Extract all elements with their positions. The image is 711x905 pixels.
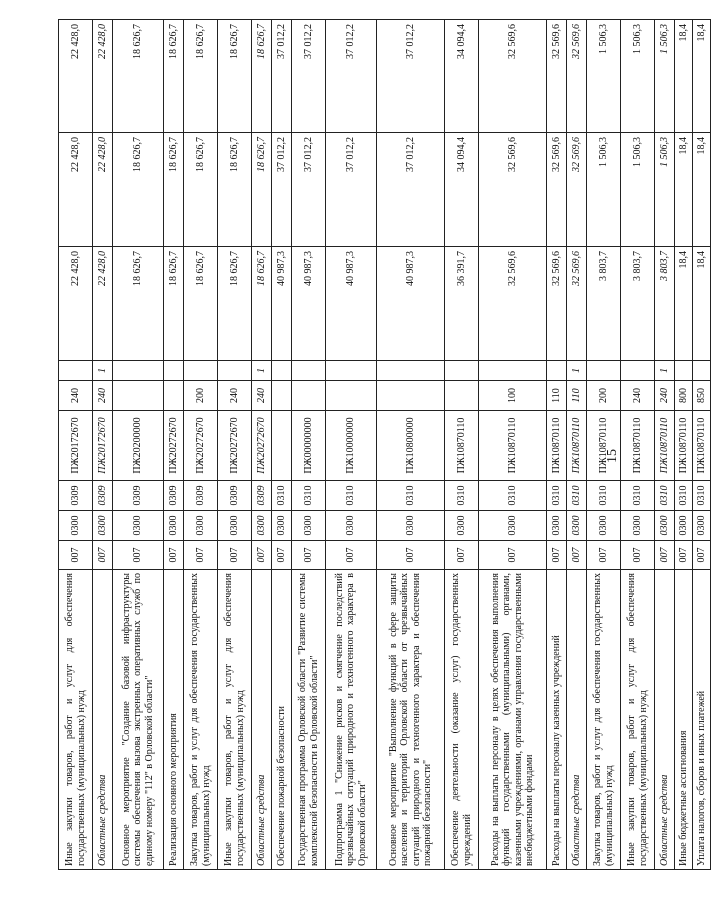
target-article-code: ПЖ20272670: [252, 411, 272, 481]
source-mark: [218, 361, 252, 381]
amount-year-2: 18 626,7: [184, 133, 218, 247]
table-row: [272, 20, 292, 870]
expense-type-code: 240: [621, 381, 655, 411]
row-name: Обеспечение пожарной безопасности: [272, 570, 292, 870]
section-code: 0300: [164, 511, 184, 541]
amount-year-2: 37 012,2: [377, 133, 445, 247]
grbs-code: 007: [93, 541, 113, 570]
amount-year-3: 18 626,7: [184, 20, 218, 133]
table-row: [218, 20, 252, 870]
amount-year-2: 1 506,3: [621, 133, 655, 247]
subsection-code: 0310: [479, 481, 547, 511]
row-name: Основное мероприятие "Выполнение функций в сфере защиты населения и территорий Орловской области от чрезвычайных ситуаций природного и техногенного характера и обеспечения пожарной безопасности": [377, 570, 445, 870]
source-mark: [693, 361, 711, 381]
subsection-code: 0309: [252, 481, 272, 511]
grbs-code: 007: [567, 541, 587, 570]
table-row: [567, 20, 587, 870]
table-row: [252, 20, 272, 870]
expense-type-code: 200: [184, 381, 218, 411]
grbs-code: 007: [184, 541, 218, 570]
row-name: Реализация основного мероприятия: [164, 570, 184, 870]
grbs-code: 007: [547, 541, 567, 570]
section-code: 0300: [59, 511, 93, 541]
grbs-code: 007: [59, 541, 93, 570]
subsection-code: 0310: [272, 481, 292, 511]
table-row: [326, 20, 377, 870]
table-row: [292, 20, 326, 870]
expense-type-code: [445, 381, 479, 411]
amount-year-1: 22 428,0: [93, 247, 113, 361]
subsection-code: 0310: [693, 481, 711, 511]
table-row: [655, 20, 675, 870]
table-row: [621, 20, 655, 870]
amount-year-1: 3 803,7: [587, 247, 621, 361]
expense-type-code: 240: [59, 381, 93, 411]
amount-year-3: 18 626,7: [113, 20, 164, 133]
amount-year-3: 37 012,2: [272, 20, 292, 133]
amount-year-2: 32 569,6: [479, 133, 547, 247]
source-mark: [326, 361, 377, 381]
table-row: [113, 20, 164, 870]
amount-year-1: 18 626,7: [164, 247, 184, 361]
table-row: [675, 20, 693, 870]
amount-year-2: 34 094,4: [445, 133, 479, 247]
section-code: 0300: [377, 511, 445, 541]
source-mark: 1: [655, 361, 675, 381]
section-code: 0300: [567, 511, 587, 541]
expense-type-code: 850: [693, 381, 711, 411]
source-mark: [547, 361, 567, 381]
amount-year-2: 22 428,0: [59, 133, 93, 247]
expense-type-code: 240: [218, 381, 252, 411]
subsection-code: 0310: [377, 481, 445, 511]
source-mark: 1: [252, 361, 272, 381]
table-row: [587, 20, 621, 870]
target-article-code: ПЖ10870110: [587, 411, 621, 481]
subsection-code: 0310: [655, 481, 675, 511]
section-code: 0300: [292, 511, 326, 541]
table-row: [184, 20, 218, 870]
amount-year-2: 18 626,7: [218, 133, 252, 247]
amount-year-1: 3 803,7: [655, 247, 675, 361]
amount-year-2: 18 626,7: [252, 133, 272, 247]
source-mark: 1: [93, 361, 113, 381]
target-article-code: ПЖ10870110: [693, 411, 711, 481]
section-code: 0300: [675, 511, 693, 541]
source-mark: [272, 361, 292, 381]
expense-type-code: [164, 381, 184, 411]
amount-year-3: 1 506,3: [655, 20, 675, 133]
source-mark: [621, 361, 655, 381]
amount-year-3: 18 626,7: [164, 20, 184, 133]
amount-year-2: 18,4: [675, 133, 693, 247]
amount-year-2: 22 428,0: [93, 133, 113, 247]
grbs-code: 007: [377, 541, 445, 570]
target-article-code: ПЖ20272670: [184, 411, 218, 481]
grbs-code: 007: [675, 541, 693, 570]
section-code: 0300: [184, 511, 218, 541]
section-code: 0300: [547, 511, 567, 541]
table-row: [164, 20, 184, 870]
target-article-code: [272, 411, 292, 481]
expense-type-code: [272, 381, 292, 411]
table-row: [59, 20, 93, 870]
section-code: 0300: [587, 511, 621, 541]
expense-type-code: [113, 381, 164, 411]
grbs-code: 007: [272, 541, 292, 570]
target-article-code: ПЖ10870110: [547, 411, 567, 481]
section-code: 0300: [93, 511, 113, 541]
amount-year-1: 32 569,6: [567, 247, 587, 361]
row-name: Закупка товаров, работ и услуг для обеспечения государственных (муниципальных) нужд: [587, 570, 621, 870]
target-article-code: ПЖ10870110: [655, 411, 675, 481]
section-code: 0300: [272, 511, 292, 541]
subsection-code: 0310: [587, 481, 621, 511]
row-name: Областные средства: [252, 570, 272, 870]
source-mark: [59, 361, 93, 381]
table-body: [59, 20, 711, 870]
subsection-code: 0310: [567, 481, 587, 511]
amount-year-3: 32 569,6: [567, 20, 587, 133]
table-row: [693, 20, 711, 870]
row-name: Областные средства: [93, 570, 113, 870]
section-code: 0300: [655, 511, 675, 541]
row-name: Уплата налогов, сборов и иных платежей: [693, 570, 711, 870]
section-code: 0300: [252, 511, 272, 541]
row-name: Иные закупки товаров, работ и услуг для обеспечения государственных (муниципальных) нужд: [218, 570, 252, 870]
source-mark: [587, 361, 621, 381]
section-code: 0300: [479, 511, 547, 541]
amount-year-3: 18 626,7: [252, 20, 272, 133]
amount-year-2: 1 506,3: [655, 133, 675, 247]
amount-year-1: 40 987,3: [377, 247, 445, 361]
amount-year-3: 1 506,3: [587, 20, 621, 133]
table-row: [377, 20, 445, 870]
section-code: 0300: [693, 511, 711, 541]
amount-year-2: 37 012,2: [326, 133, 377, 247]
expense-type-code: 800: [675, 381, 693, 411]
amount-year-2: 37 012,2: [292, 133, 326, 247]
section-code: 0300: [445, 511, 479, 541]
row-name: Иные закупки товаров, работ и услуг для обеспечения государственных (муниципальных) нужд: [59, 570, 93, 870]
table-row: [93, 20, 113, 870]
expense-type-code: 240: [655, 381, 675, 411]
grbs-code: 007: [621, 541, 655, 570]
subsection-code: 0309: [59, 481, 93, 511]
expense-type-code: [377, 381, 445, 411]
rotated-page: [58, 20, 707, 870]
grbs-code: 007: [164, 541, 184, 570]
amount-year-3: 37 012,2: [326, 20, 377, 133]
grbs-code: 007: [479, 541, 547, 570]
amount-year-3: 1 506,3: [621, 20, 655, 133]
section-code: 0300: [621, 511, 655, 541]
subsection-code: 0310: [547, 481, 567, 511]
grbs-code: 007: [326, 541, 377, 570]
source-mark: 1: [567, 361, 587, 381]
amount-year-1: 18,4: [675, 247, 693, 361]
row-name: Иные закупки товаров, работ и услуг для обеспечения государственных (муниципальных) нужд: [621, 570, 655, 870]
amount-year-3: 18 626,7: [218, 20, 252, 133]
amount-year-1: 18 626,7: [252, 247, 272, 361]
expense-type-code: 110: [567, 381, 587, 411]
row-name: Областные средства: [655, 570, 675, 870]
source-mark: [377, 361, 445, 381]
amount-year-2: 32 569,6: [567, 133, 587, 247]
amount-year-3: 22 428,0: [93, 20, 113, 133]
grbs-code: 007: [292, 541, 326, 570]
amount-year-2: 18 626,7: [164, 133, 184, 247]
amount-year-1: 18 626,7: [113, 247, 164, 361]
subsection-code: 0310: [326, 481, 377, 511]
amount-year-3: 34 094,4: [445, 20, 479, 133]
row-name: Иные бюджетные ассигнования: [675, 570, 693, 870]
amount-year-1: 22 428,0: [59, 247, 93, 361]
row-name: Расходы на выплаты персоналу казенных учреждений: [547, 570, 567, 870]
table-row: [547, 20, 567, 870]
expense-type-code: 100: [479, 381, 547, 411]
amount-year-2: 1 506,3: [587, 133, 621, 247]
amount-year-1: 18,4: [693, 247, 711, 361]
grbs-code: 007: [693, 541, 711, 570]
subsection-code: 0309: [164, 481, 184, 511]
grbs-code: 007: [445, 541, 479, 570]
source-mark: [479, 361, 547, 381]
target-article-code: ПЖ10870110: [445, 411, 479, 481]
amount-year-1: 40 987,3: [326, 247, 377, 361]
expense-type-code: 240: [93, 381, 113, 411]
grbs-code: 007: [113, 541, 164, 570]
expense-type-code: 110: [547, 381, 567, 411]
amount-year-1: 18 626,7: [218, 247, 252, 361]
amount-year-2: 18 626,7: [113, 133, 164, 247]
subsection-code: 0310: [292, 481, 326, 511]
target-article-code: ПЖ10870110: [567, 411, 587, 481]
amount-year-1: 3 803,7: [621, 247, 655, 361]
expense-type-code: 240: [252, 381, 272, 411]
row-name: Подпрограмма 1 "Снижение рисков и смягчение последствий чрезвычайных ситуаций природного и техногенного характера в Орловской области": [326, 570, 377, 870]
expense-type-code: [292, 381, 326, 411]
expense-type-code: 200: [587, 381, 621, 411]
amount-year-3: 32 569,6: [547, 20, 567, 133]
subsection-code: 0310: [445, 481, 479, 511]
row-name: Закупка товаров, работ и услуг для обеспечения государственных (муниципальных) нужд: [184, 570, 218, 870]
amount-year-3: 18,4: [693, 20, 711, 133]
source-mark: [184, 361, 218, 381]
budget-table: [58, 19, 711, 870]
target-article-code: ПЖ20172670: [93, 411, 113, 481]
amount-year-2: 18,4: [693, 133, 711, 247]
grbs-code: 007: [218, 541, 252, 570]
subsection-code: 0309: [113, 481, 164, 511]
amount-year-3: 37 012,2: [292, 20, 326, 133]
subsection-code: 0309: [218, 481, 252, 511]
amount-year-3: 18,4: [675, 20, 693, 133]
source-mark: [445, 361, 479, 381]
target-article-code: ПЖ10870110: [479, 411, 547, 481]
source-mark: [675, 361, 693, 381]
section-code: 0300: [218, 511, 252, 541]
subsection-code: 0310: [675, 481, 693, 511]
target-article-code: ПЖ20172670: [59, 411, 93, 481]
table-row: [479, 20, 547, 870]
target-article-code: ПЖ20200000: [113, 411, 164, 481]
subsection-code: 0310: [621, 481, 655, 511]
section-code: 0300: [113, 511, 164, 541]
row-name: Областные средства: [567, 570, 587, 870]
amount-year-2: 37 012,2: [272, 133, 292, 247]
target-article-code: ПЖ00000000: [292, 411, 326, 481]
amount-year-1: 32 569,6: [479, 247, 547, 361]
source-mark: [164, 361, 184, 381]
amount-year-1: 36 391,7: [445, 247, 479, 361]
amount-year-3: 32 569,6: [479, 20, 547, 133]
target-article-code: ПЖ10800000: [377, 411, 445, 481]
section-code: 0300: [326, 511, 377, 541]
amount-year-3: 37 012,2: [377, 20, 445, 133]
subsection-code: 0309: [184, 481, 218, 511]
amount-year-3: 22 428,0: [59, 20, 93, 133]
target-article-code: ПЖ20272670: [218, 411, 252, 481]
target-article-code: ПЖ10870110: [621, 411, 655, 481]
grbs-code: 007: [252, 541, 272, 570]
amount-year-1: 18 626,7: [184, 247, 218, 361]
table-row: [445, 20, 479, 870]
target-article-code: ПЖ20272670: [164, 411, 184, 481]
row-name: Государственная программа Орловской области "Развитие системы комплексной безопасности в Орловской области": [292, 570, 326, 870]
expense-type-code: [326, 381, 377, 411]
amount-year-1: 40 987,3: [292, 247, 326, 361]
subsection-code: 0309: [93, 481, 113, 511]
row-name: Основное мероприятие "Создание базовой инфраструктуры системы обеспечения вызова экстренных оперативных служб по единому номеру "112" в Орловской области": [113, 570, 164, 870]
target-article-code: ПЖ10000000: [326, 411, 377, 481]
target-article-code: ПЖ10870110: [675, 411, 693, 481]
page-number: 15: [605, 449, 620, 463]
row-name: Обеспечение деятельности (оказание услуг) государственных учреждений: [445, 570, 479, 870]
grbs-code: 007: [655, 541, 675, 570]
row-name: Расходы на выплаты персоналу в целях обеспечения выполнения функций государственными (муниципальными) органами, казенными учреждениями, органами управления государственными внебюджетными фондами: [479, 570, 547, 870]
grbs-code: 007: [587, 541, 621, 570]
source-mark: [292, 361, 326, 381]
source-mark: [113, 361, 164, 381]
amount-year-2: 32 569,6: [547, 133, 567, 247]
amount-year-1: 40 987,3: [272, 247, 292, 361]
amount-year-1: 32 569,6: [547, 247, 567, 361]
